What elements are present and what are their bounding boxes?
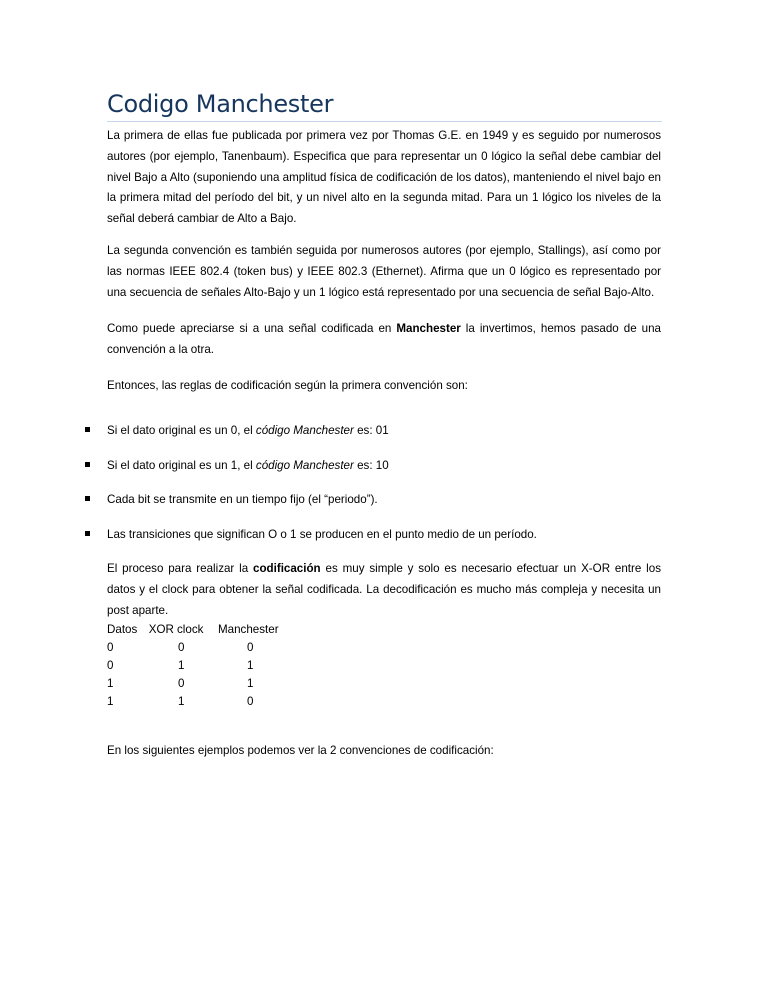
table-header-cell: Datos XOR (107, 623, 174, 636)
table-row (107, 639, 327, 657)
table-cell: 0 (107, 641, 114, 654)
table-cell: 1 (107, 695, 114, 708)
closing-paragraph: En los siguientes ejemplos podemos ver la 2 convenciones de codificación: (107, 744, 494, 757)
paragraph-inversion (107, 319, 661, 361)
paragraph-first-convention: La primera de ellas fue publicada por primera vez por Thomas G.E. en 1949 y es seguido por numerosos autores (por ejemplo, Tanenbaum). Especifica que para representar un 0 lógico la señal debe cambiar del nivel Bajo a Alto (suponiendo una amplitud física de codificación de los datos), manteniendo el nivel bajo en la primera mitad del período del bit, y un nivel alto en la segunda mitad. Para un 1 lógico los niveles de la señal deberá cambiar de Alto a Bajo. (107, 129, 661, 226)
list-item (80, 524, 670, 545)
table-header-row (107, 621, 327, 639)
list-item-text: Si el dato original es un 0, el código Manchester es: 01 (107, 424, 389, 437)
table-header-cell: clock (177, 623, 204, 636)
list-item (80, 420, 670, 441)
list-item-text: Si el dato original es un 1, el código Manchester es: 10 (107, 459, 389, 472)
manchester-bold-term: Manchester (396, 322, 461, 335)
list-item-text: Las transiciones que significan O o 1 se producen en el punto medio de un período. (107, 528, 537, 541)
table-cell: 1 (247, 677, 254, 690)
square-bullet-icon (85, 427, 90, 432)
table-cell: 0 (178, 641, 185, 654)
paragraph-inversion-text-end: la invertimos, hemos pasado de una convención a la otra. (107, 322, 661, 356)
paragraph-process (107, 559, 661, 621)
table-cell: 1 (107, 677, 114, 690)
table-row (107, 675, 327, 693)
table-cell: 1 (247, 659, 254, 672)
paragraph-process-text-start: El proceso para realizar la (107, 562, 253, 575)
rules-intro: Entonces, las reglas de codificación según la primera convención son: (107, 379, 468, 392)
list-item (80, 489, 670, 510)
paragraph-process-text-end: es muy simple y solo es necesario efectuar un X-OR entre los datos y el clock para obtener la señal codificada. La decodificación es mucho más compleja y necesita un post aparte. (107, 562, 661, 617)
list-item (80, 455, 670, 476)
square-bullet-icon (85, 496, 90, 501)
table-cell: 0 (247, 695, 254, 708)
xor-truth-table (107, 621, 327, 711)
table-row (107, 657, 327, 675)
list-item-text: Cada bit se transmite en un tiempo fijo (el “periodo”). (107, 493, 378, 506)
paragraph-second-convention: La segunda convención es también seguida por numerosos autores (por ejemplo, Stallings), así como por las normas IEEE 802.4 (token bus) y IEEE 802.3 (Ethernet). Afirma que un 0 lógico es representado por una secuencia de señales Alto-Bajo y un 1 lógico está representado por una secuencia de señal Bajo-Alto. (107, 244, 661, 299)
page-title: Codigo Manchester (107, 88, 662, 122)
table-row (107, 693, 327, 711)
table-cell: 1 (178, 659, 185, 672)
table-cell: 1 (178, 695, 185, 708)
square-bullet-icon (85, 462, 90, 467)
paragraph-inversion-text-start: Como puede apreciarse si a una señal codificada en (107, 322, 397, 335)
table-cell: 0 (178, 677, 185, 690)
table-cell: 0 (247, 641, 254, 654)
codificacion-bold-term: codificación (253, 562, 321, 575)
table-header-cell: Manchester (218, 623, 279, 636)
table-cell: 0 (107, 659, 114, 672)
square-bullet-icon (85, 531, 90, 536)
